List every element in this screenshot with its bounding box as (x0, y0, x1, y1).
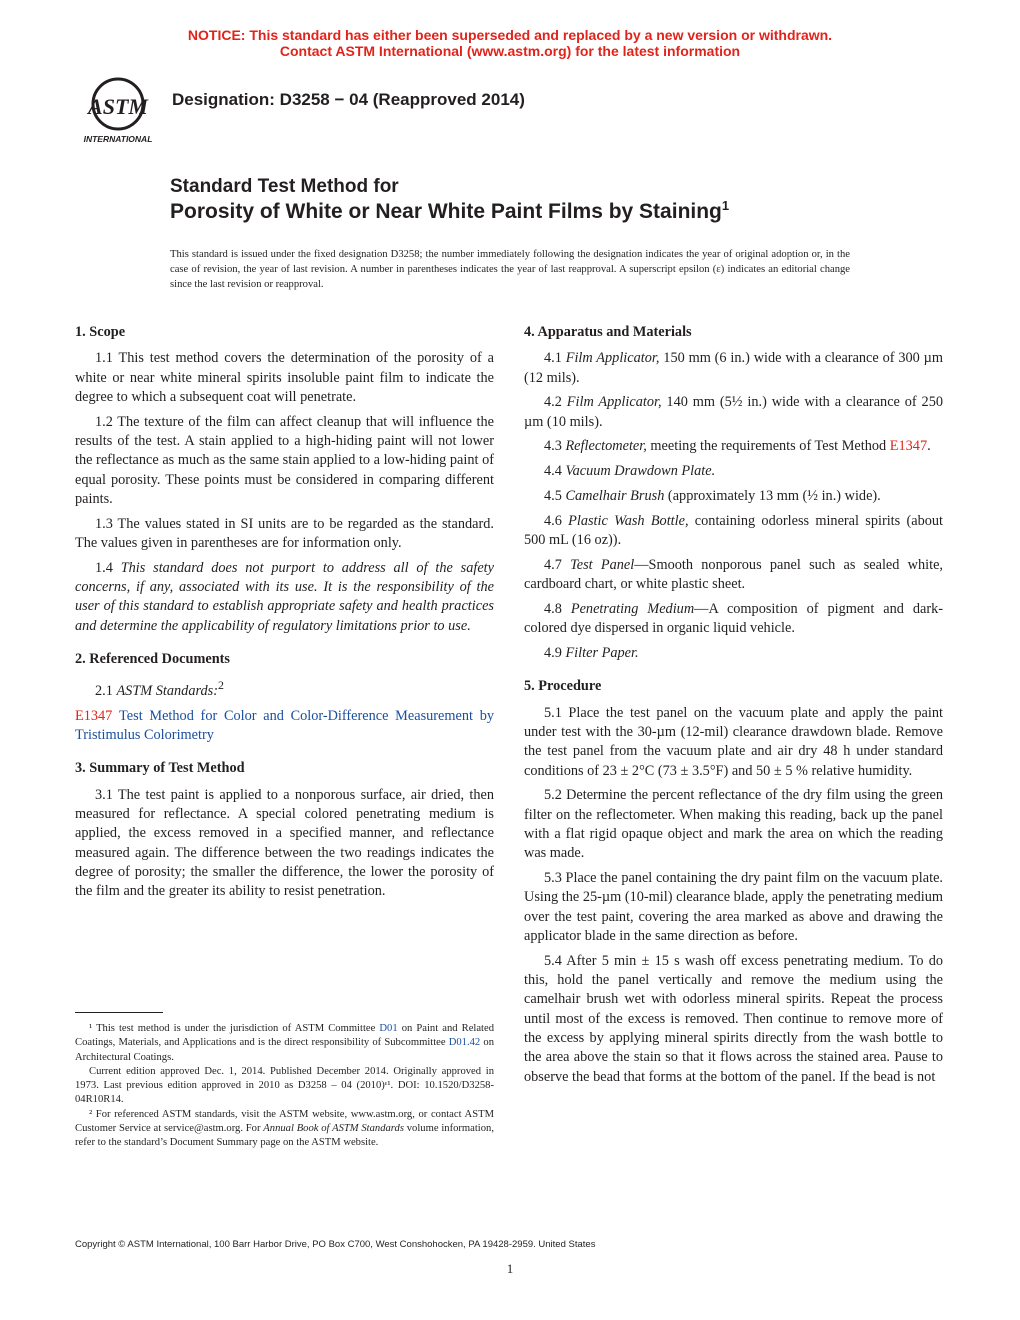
summary-heading: 3. Summary of Test Method (75, 760, 245, 777)
notice-line-1: NOTICE: This standard has either been superseded and replaced by a new version or withdrawn. (187, 27, 833, 43)
section-apparatus (524, 323, 943, 663)
apparatus-4-7: 4.7 Test Panel—Smooth nonporous panel such as sealed white, cardboard chart, or white plastic sheet. (524, 556, 943, 593)
page-number: 1 (506, 1261, 514, 1276)
apparatus-4-3: 4.3 Reflectometer, meeting the requirements of Test Method E1347. (544, 438, 931, 455)
subcommittee-d01-42-link[interactable]: D01.42 (448, 1037, 481, 1049)
copyright: Copyright © ASTM International, 100 Barr Harbor Drive, PO Box C700, West Conshohocken, PA 19428-2959. United States (75, 1239, 596, 1250)
footnote-1: ¹ This test method is under the jurisdiction of ASTM Committee D01 on Paint and Related Coatings, Materials, and Applications and is the direct responsibility of Subcommittee D01.42 on Architectural Coatings. (75, 1023, 494, 1063)
e1347-link[interactable]: E1347 (889, 438, 928, 455)
referenced-heading: 2. Referenced Documents (75, 650, 230, 667)
title-line-2 (170, 198, 729, 224)
section-summary (75, 759, 494, 901)
scope-1-4 (75, 559, 494, 636)
procedure-5-2: 5.2 Determine the percent reflectance of the dry film using the green filter on the reflectometer. When making this reading, back up the panel with a flat rigid opaque object and mark the area on which the reading was made. (524, 787, 943, 862)
section-referenced-documents (75, 650, 494, 745)
scope-1-2: 1.2 The texture of the film can affect cleanup that will influence the results of the test. A stain applied to a high-hiding paint will not lower the reflectance as much as the same stain applied to a low-hiding paint of equal porosity. These points must be considered in comparing different paints. (75, 413, 494, 507)
referenced-2-1-number: 2.1 (95, 683, 113, 700)
apparatus-4-6: 4.6 Plastic Wash Bottle, containing odorless mineral spirits (about 500 mL (16 oz)). (524, 512, 943, 549)
scope-heading: 1. Scope (75, 324, 126, 340)
footnotes (75, 1022, 494, 1151)
procedure-5-3: 5.3 Place the panel containing the dry paint film on the vacuum plate. Using the 25-µm (10-mil) clearance blade, apply the penetrating medium over the test paint, covering the area marked as above and drawing the applicator blade in the same direction as before. (524, 870, 943, 945)
footnote-1-edition: Current edition approved Dec. 1, 2014. Published December 2014. Originally approved in 1973. Last previous edition approved in 2010 as D3258 – 04 (2010)ᵋ¹. DOI: 10.1520/D3258-04R10R14. (75, 1065, 494, 1106)
footnote-2: ² For referenced ASTM standards, visit the ASTM website, www.astm.org, or contact ASTM Customer Service at service@astm.org. For Annual Book of ASTM Standards volume information, refer to the standard’s Document Summary page on the ASTM website. (75, 1108, 494, 1149)
notice-banner (0, 27, 1020, 59)
procedure-heading: 5. Procedure (524, 678, 602, 695)
scope-1-1: 1.1 This test method covers the determination of the porosity of a white or near white mineral spirits insoluble paint film to indicate the degree to which a subsequent coat will penetrate. (75, 350, 494, 405)
summary-3-1: 3.1 The test paint is applied to a nonporous surface, air dried, then measured for reflectance. A special colored penetrating medium is applied, the excess removed in a specified manner, and reflectance measured again. The difference between the two readings indicates the degree of porosity; the smaller the difference, the lower the porosity of the film and the greater its ability to resist penetration. (75, 786, 494, 900)
referenced-2-1-label: ASTM Standards: (116, 683, 218, 700)
title-text: Porosity of White or Near White Paint Films by Staining (170, 200, 722, 223)
designation: Designation: D3258 − 04 (Reapproved 2014) (172, 90, 525, 109)
apparatus-4-9: 4.9 Filter Paper. (544, 645, 639, 662)
intro-paragraph: This standard is issued under the fixed designation D3258; the number immediately following the designation indicates the year of original adoption or, in the case of revision, the year of last revision. A number in parentheses indicates the year of last reapproval. A superscript epsilon (ε) indicates an editorial change since the last revision or reapproval. (170, 249, 850, 290)
procedure-5-1: 5.1 Place the test panel on the vacuum plate and apply the paint under test with the 30-µm (12-mil) clearance drawdown blade. Remove the test panel from the vacuum plate and air dry 48 h under standard conditions of 23 ± 2°C (73 ± 3.5°F) and 50 ± 5 % relative humidity. (524, 704, 943, 779)
title-line-1: Standard Test Method for (170, 176, 399, 197)
left-column (75, 323, 494, 915)
reference-e1347-title-link[interactable]: Test Method for Color and Color-Difference Measurement by Tristimulus Colorimetry (75, 707, 494, 744)
section-procedure (524, 677, 943, 1086)
referenced-2-1 (75, 676, 494, 701)
footnote-divider (75, 1012, 163, 1013)
committee-d01-link[interactable]: D01 (379, 1023, 398, 1034)
reference-e1347 (75, 707, 494, 746)
apparatus-4-4: 4.4 Vacuum Drawdown Plate. (544, 463, 716, 480)
notice-line-2: Contact ASTM International (www.astm.org) for the latest information (279, 43, 741, 59)
apparatus-heading: 4. Apparatus and Materials (524, 324, 692, 340)
scope-1-4-number: 1.4 (95, 559, 113, 576)
apparatus-4-5: 4.5 Camelhair Brush (approximately 13 mm (½ in.) wide). (544, 488, 881, 505)
title-footnote-marker: 1 (721, 198, 730, 213)
right-column (524, 323, 943, 1101)
section-scope (75, 323, 494, 636)
reference-e1347-code-link[interactable]: E1347 (75, 707, 113, 724)
procedure-5-4: 5.4 After 5 min ± 15 s wash off excess penetrating medium. To do this, hold the panel vertically and remove the medium using the camelhair brush wet with odorless mineral spirits. Repeat the process until most of the excess is removed. Then continue to remove more of the excess by applying mineral spirits directly from the wash bottle to the area above the stain so that it flows across the stained area. Pause to observe the bead that forms at the bottom of the panel. If the bead is not (524, 952, 943, 1085)
apparatus-4-8: 4.8 Penetrating Medium—A composition of pigment and dark-colored dye dispersed in organic liquid vehicle. (524, 601, 944, 637)
logo-letters: ASTM (88, 94, 148, 119)
scope-1-4-text: This standard does not purport to address all of the safety concerns, if any, associated with its use. It is the responsibility of the user of this standard to establish appropriate safety and health practices and determine the applicability of regulatory limitations prior to use. (75, 559, 494, 634)
scope-1-3: 1.3 The values stated in SI units are to be regarded as the standard. The values given in parentheses are for information only. (75, 515, 494, 551)
astm-logo-icon (72, 76, 164, 146)
apparatus-4-2: 4.2 Film Applicator, 140 mm (5½ in.) wide with a clearance of 250 µm (10 mils). (524, 394, 944, 430)
referenced-footnote-marker: 2 (218, 678, 224, 693)
logo-caption: INTERNATIONAL (83, 134, 153, 144)
apparatus-4-1: 4.1 Film Applicator, 150 mm (6 in.) wide with a clearance of 300 µm (12 mils). (524, 350, 943, 386)
